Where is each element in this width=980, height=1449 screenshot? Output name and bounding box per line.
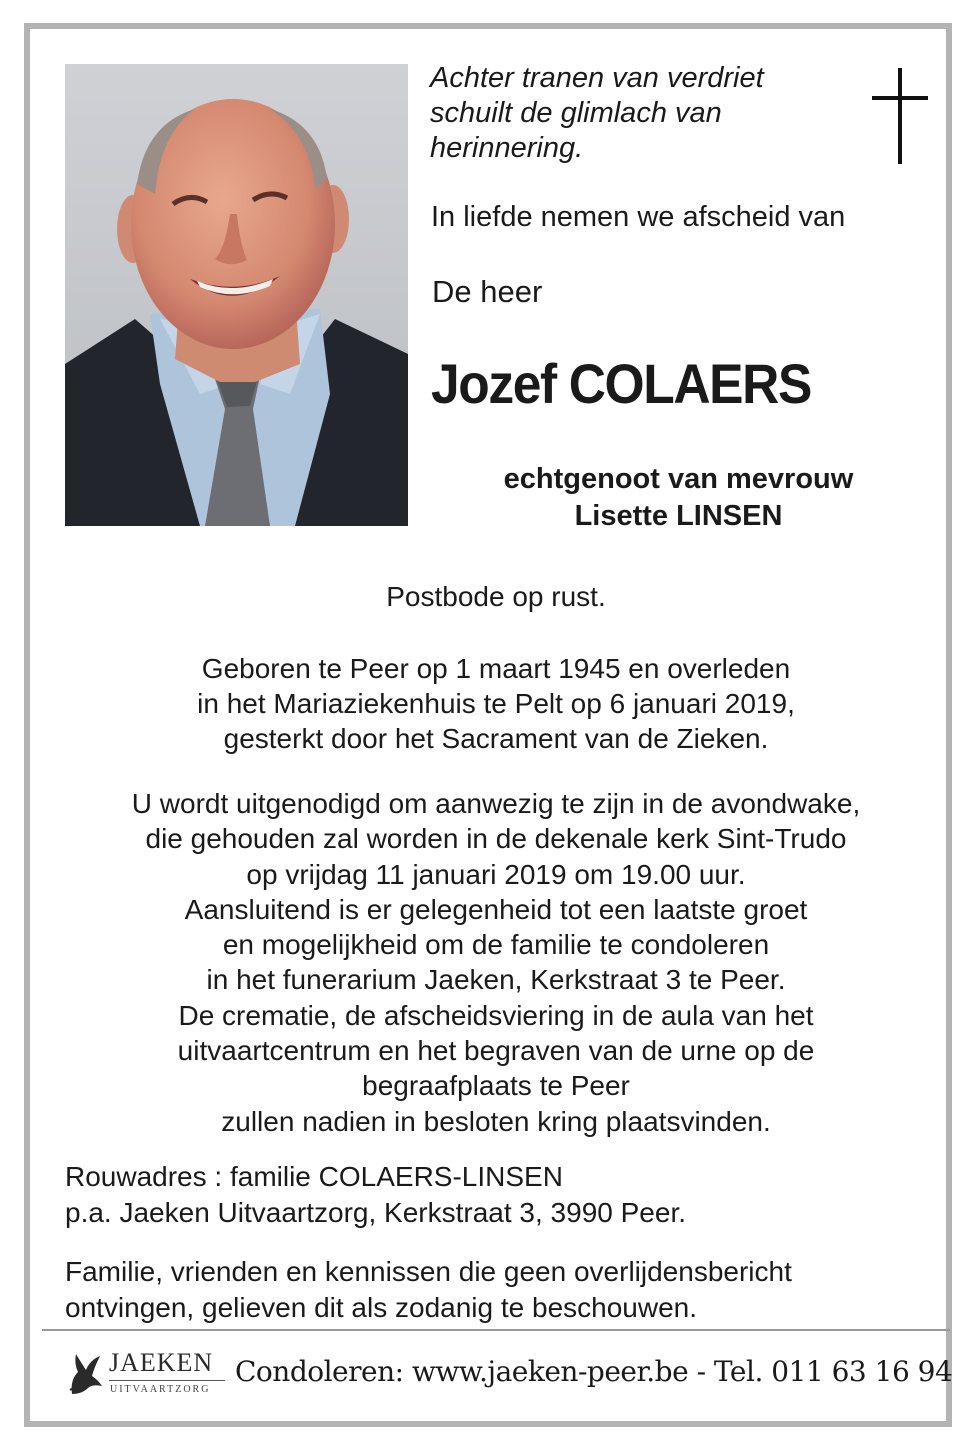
ceremony-line: in het funerarium Jaeken, Kerkstraat 3 te Peer.: [206, 964, 786, 996]
condolence-contact: Condoleren: www.jaeken-peer.be - Tel. 011 63 16 94: [235, 1355, 953, 1388]
ceremony-line: begraafplaats te Peer: [362, 1070, 630, 1102]
ceremony-line: op vrijdag 11 januari 2019 om 19.00 uur.: [246, 858, 746, 890]
portrait-illustration: [65, 64, 408, 526]
poem-line: Achter tranen van verdriet: [430, 62, 764, 94]
address-line: Rouwadres : familie COLAERS-LINSEN: [65, 1161, 563, 1192]
family-note-line: Familie, vrienden en kennissen die geen overlijdensbericht: [65, 1256, 792, 1287]
birth-death-line: gesterkt door het Sacrament van de Zieken.: [223, 723, 769, 754]
address-line: p.a. Jaeken Uitvaartzorg, Kerkstraat 3, 3990 Peer.: [65, 1197, 687, 1228]
jaeken-logo: [66, 1346, 226, 1402]
family-note-line: ontvingen, gelieven dit als zodanig te beschouwen.: [65, 1292, 697, 1323]
ceremony-info: [46, 786, 946, 1139]
logo-wordmark: JAEKEN: [109, 1348, 214, 1377]
poem-line: schuilt de glimlach van: [430, 97, 722, 129]
obituary-card: [24, 23, 952, 1427]
ceremony-line: uitvaartcentrum en het begraven van de urne op de: [177, 1035, 815, 1067]
birth-death-info: [46, 651, 946, 756]
deceased-name: Jozef COLAERS: [431, 352, 811, 415]
footer-divider: [42, 1329, 950, 1331]
poem-line: herinnering.: [430, 132, 584, 164]
cross-icon: [872, 68, 928, 164]
occupation: Postbode op rust.: [386, 581, 606, 612]
ceremony-line: zullen nadien in besloten kring plaatsvinden.: [221, 1105, 771, 1137]
logo-rule: [109, 1380, 225, 1381]
intro-text: In liefde nemen we afscheid van: [431, 201, 846, 233]
honorific: De heer: [432, 274, 543, 309]
family-note: [65, 1254, 935, 1326]
birth-death-line: Geboren te Peer op 1 maart 1945 en overleden: [201, 653, 791, 684]
spouse-name: Lisette LINSEN: [574, 500, 783, 532]
ceremony-line: en mogelijkheid om de familie te condoleren: [222, 929, 770, 961]
birth-death-line: in het Mariaziekenhuis te Pelt op 6 januari 2019,: [197, 688, 795, 719]
ceremony-line: die gehouden zal worden in de dekenale kerk Sint-Trudo: [145, 823, 847, 855]
dove-icon: [66, 1350, 106, 1400]
logo-subtitle: UITVAARTZORG: [110, 1384, 211, 1395]
mourning-address: [65, 1159, 935, 1231]
ceremony-line: U wordt uitgenodigd om aanwezig te zijn in de avondwake,: [131, 788, 861, 819]
spouse-info: [426, 461, 931, 535]
poem: [430, 61, 830, 166]
ceremony-line: De crematie, de afscheidsviering in de aula van het: [178, 999, 814, 1031]
ceremony-line: Aansluitend is er gelegenheid tot een laatste groet: [184, 893, 808, 925]
spouse-line: echtgenoot van mevrouw: [503, 463, 854, 495]
portrait-photo: [65, 64, 408, 526]
